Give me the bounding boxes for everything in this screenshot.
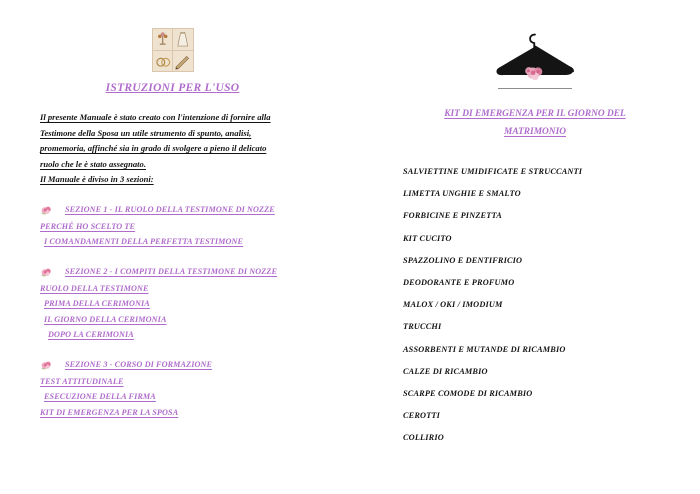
intro-line: Testimone della Sposa un utile strumento di spunto, analisi, <box>40 127 252 138</box>
section-item[interactable]: IL GIORNO DELLA CERIMONIA <box>44 314 167 324</box>
rose-icon <box>40 266 53 279</box>
page-title: ISTRUZIONI PER L'USO <box>105 82 240 94</box>
section-item[interactable]: DOPO LA CERIMONIA <box>48 330 134 339</box>
intro-paragraph <box>40 110 305 188</box>
kit-title-line-2: MATRIMONIO <box>504 127 566 137</box>
clothes-hanger-with-rose-icon <box>489 30 581 86</box>
rose-icon <box>40 204 53 217</box>
list-item: SALVIETTINE UMIDIFICATE E STRUCCANTI <box>403 167 583 176</box>
left-column <box>40 28 305 420</box>
clipart-tile-bouquet <box>153 29 173 50</box>
section-title-3[interactable]: SEZIONE 3 - CORSO DI FORMAZIONE <box>65 359 213 369</box>
hanger-wrap <box>395 30 675 89</box>
list-item: SCARPE COMODE DI RICAMBIO <box>403 389 533 399</box>
clipart-tile-dress <box>173 29 193 50</box>
intro-line: promemoria, affinché sia in grado di svolgere a pieno il delicato <box>40 143 267 153</box>
list-item: MALOX / OKI / IMODIUM <box>403 300 503 310</box>
section-heading-row-3 <box>40 360 305 372</box>
intro-line: ruolo che le è stato assegnato. <box>40 158 146 169</box>
section-item[interactable]: TEST ATTITUDINALE <box>40 376 124 386</box>
list-item: CALZE DI RICAMBIO <box>403 366 488 376</box>
right-column <box>395 30 675 450</box>
list-item: ASSORBENTI E MUTANDE DI RICAMBIO <box>403 344 566 354</box>
section-item[interactable]: PRIMA DELLA CERIMONIA <box>44 299 150 308</box>
section-item[interactable]: RUOLO DELLA TESTIMONE <box>40 283 149 293</box>
section-block-2 <box>40 267 305 343</box>
section-item[interactable]: KIT DI EMERGENZA PER LA SPOSA <box>40 407 179 417</box>
list-item: COLLIRIO <box>403 433 444 443</box>
section-item[interactable]: ESECUZIONE DELLA FIRMA <box>44 392 156 401</box>
section-title-1[interactable]: SEZIONE 1 - IL RUOLO DELLA TESTIMONE DI NOZZE <box>65 204 275 214</box>
wedding-items-collage-icon <box>152 28 194 72</box>
kit-item-list <box>395 161 675 450</box>
section-block-3 <box>40 360 305 421</box>
rose-icon <box>40 359 53 372</box>
kit-title-line-1: KIT DI EMERGENZA PER IL GIORNO DEL <box>444 109 626 119</box>
list-item: FORBICINE E PINZETTA <box>403 211 502 221</box>
intro-line: Il presente Manuale è stato creato con l'intenzione di fornire alla <box>40 112 271 122</box>
list-item: CEROTTI <box>403 411 441 421</box>
list-item: DEODORANTE E PROFUMO <box>403 278 515 288</box>
clipart-tile-pen <box>173 51 193 72</box>
intro-line: Il Manuale è diviso in 3 sezioni: <box>40 174 154 184</box>
section-block-1 <box>40 205 305 250</box>
list-item: LIMETTA UNGHIE E SMALTO <box>403 189 521 199</box>
clipart-tile-rings <box>153 51 173 72</box>
section-title-2[interactable]: SEZIONE 2 - I COMPITI DELLA TESTIMONE DI NOZZE <box>65 266 278 276</box>
list-item: KIT CUCITO <box>403 233 452 243</box>
clipart-wrap <box>40 28 305 72</box>
list-item: TRUCCHI <box>403 322 442 332</box>
section-item[interactable]: PERCHÉ HO SCELTO TE <box>40 221 136 231</box>
section-heading-row-2 <box>40 267 305 279</box>
section-heading-row-1 <box>40 205 305 217</box>
kit-title <box>395 105 675 141</box>
hanger-divider <box>498 88 572 89</box>
section-item[interactable]: I COMANDAMENTI DELLA PERFETTA TESTIMONE <box>44 237 244 246</box>
list-item: SPAZZOLINO E DENTIFRICIO <box>403 255 523 265</box>
